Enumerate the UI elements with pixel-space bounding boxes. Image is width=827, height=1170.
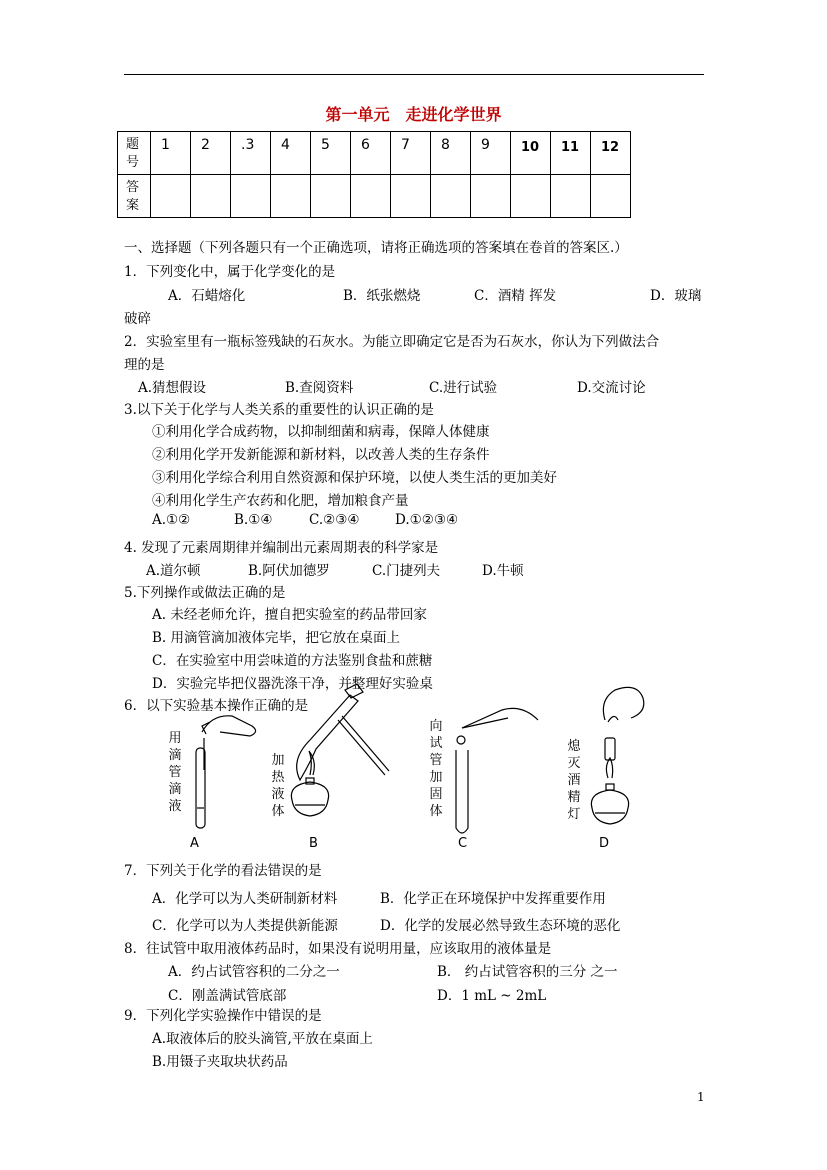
q2-stem: 2．实验室里有一瓶标签残缺的石灰水。为能立即确定它是否为石灰水，你认为下列做法合: [124, 334, 660, 350]
q7-option-b: B．化学正在环境保护中发挥重要作用: [380, 891, 606, 907]
q5-option-b: B. 用滴管滴加液体完毕，把它放在桌面上: [152, 630, 401, 646]
answer-cell[interactable]: [591, 175, 631, 218]
fig-label-d: D: [599, 836, 610, 851]
answer-cell[interactable]: [271, 175, 311, 218]
q1-stem: 1．下列变化中，属于化学变化的是: [124, 264, 336, 280]
fig-label-c: C: [458, 836, 468, 851]
fig-c-caption: 向试管加固体: [429, 719, 443, 819]
q8-stem: 8．往试管中取用液体药品时，如果没有说明用量，应该取用的液体量是: [124, 941, 552, 957]
q3-item-4: ④利用化学生产农药和化肥，增加粮食产量: [152, 493, 409, 509]
fig-d-lamp-icon: [591, 687, 643, 824]
section-heading: 一、选择题（下列各题只有一个正确选项，请将正确选项的答案填在卷首的答案区.）: [124, 240, 628, 256]
q1-option-c: C．酒精 挥发: [474, 288, 557, 304]
q1-option-b: B．纸张燃烧: [343, 288, 421, 304]
q3-option-b: B.①④: [234, 512, 273, 528]
page-title: 第一单元 走进化学世界: [325, 105, 502, 124]
q6-stem: 6．以下实验基本操作正确的是: [124, 698, 309, 714]
table-row: [118, 132, 631, 175]
q8-option-d: D．1 mL ~ 2mL: [437, 988, 547, 1004]
answer-cell[interactable]: [231, 175, 271, 218]
fig-b-heating-icon: [291, 684, 389, 816]
cell-number: 11: [551, 132, 591, 175]
q5-option-a: A. 未经老师允许，擅自把实验室的药品带回家: [152, 607, 427, 623]
cell-number: 2: [191, 132, 231, 175]
fig-b-caption: 加热液体: [271, 753, 285, 819]
q2-option-d: D.交流讨论: [577, 380, 646, 396]
q3-item-3: ③利用化学综合利用自然资源和保护环境，以使人类生活的更加美好: [152, 470, 557, 486]
q4-option-b: B.阿伏加德罗: [248, 563, 330, 579]
answer-cell[interactable]: [151, 175, 191, 218]
cell-number: 10: [511, 132, 551, 175]
q3-item-1: ①利用化学合成药物，以抑制细菌和病毒，保障人体健康: [152, 424, 490, 440]
answer-cell[interactable]: [351, 175, 391, 218]
q3-option-c: C.②③④: [309, 512, 360, 528]
answer-cell[interactable]: [191, 175, 231, 218]
answer-cell[interactable]: [311, 175, 351, 218]
cell-number: 8: [431, 132, 471, 175]
answer-cell[interactable]: [431, 175, 471, 218]
q8-option-b: B． 约占试管容积的三分 之一: [437, 964, 618, 980]
q4-option-d: D.牛顿: [482, 563, 524, 579]
table-row: [118, 175, 631, 218]
cell-number: 7: [391, 132, 431, 175]
experiment-figures: [160, 680, 660, 835]
cell-number: .3: [231, 132, 271, 175]
q4-stem: 4. 发现了元素周期律并编制出元素周期表的科学家是: [124, 540, 439, 556]
answer-table: [117, 131, 631, 218]
q1-option-d-cont: 破碎: [124, 311, 151, 327]
q7-stem: 7．下列关于化学的看法错误的是: [124, 863, 322, 879]
cell-number: 6: [351, 132, 391, 175]
q7-option-c: C．化学可以为人类提供新能源: [152, 918, 338, 934]
q4-option-c: C.门捷列夫: [372, 563, 441, 579]
q7-option-d: D．化学的发展必然导致生态环境的恶化: [380, 918, 621, 934]
page-number: 1: [697, 1090, 705, 1104]
fig-a-caption: 用滴管滴液: [168, 731, 182, 814]
q8-option-a: A．约占试管容积的二分之一: [168, 964, 340, 980]
q2-option-c: C.进行试验: [429, 380, 498, 396]
cell-number: 1: [151, 132, 191, 175]
q3-item-2: ②利用化学开发新能源和新材料，以改善人类的生存条件: [152, 447, 490, 463]
fig-c-tweezers-icon: [456, 708, 538, 833]
q9-stem: 9．下列化学实验操作中错误的是: [124, 1008, 322, 1024]
answer-cell[interactable]: [471, 175, 511, 218]
q1-option-a: A．石蜡熔化: [168, 288, 246, 304]
answer-cell[interactable]: [551, 175, 591, 218]
row-header-answer: 答案: [118, 175, 151, 218]
answer-cell[interactable]: [511, 175, 551, 218]
fig-label-b: B: [309, 836, 318, 851]
q5-option-d: D．实验完毕把仪器洗涤干净，并整理好实验桌: [152, 676, 433, 692]
cell-number: 5: [311, 132, 351, 175]
fig-a-dropper-icon: [196, 716, 256, 828]
q7-option-a: A．化学可以为人类研制新材料: [152, 891, 338, 907]
q4-option-a: A.道尔顿: [146, 563, 201, 579]
q5-option-c: C．在实验室中用尝味道的方法鉴别食盐和蔗糖: [152, 653, 433, 669]
cell-number: 4: [271, 132, 311, 175]
cell-number: 12: [591, 132, 631, 175]
q9-option-b: B.用镊子夹取块状药品: [152, 1054, 288, 1070]
q8-option-c: C．刚盖满试管底部: [168, 988, 287, 1004]
fig-label-a: A: [190, 836, 199, 851]
fig-d-caption: 熄灭酒精灯: [567, 739, 581, 822]
answer-cell[interactable]: [391, 175, 431, 218]
q2-stem-cont: 理的是: [124, 357, 165, 373]
q9-option-a: A.取液体后的胶头滴管,平放在桌面上: [152, 1031, 373, 1047]
q2-option-a: A.猜想假设: [138, 380, 207, 396]
row-header-number: 题号: [118, 132, 151, 175]
header-rule: [124, 74, 704, 75]
q3-option-d: D.①②③④: [395, 512, 459, 528]
q3-stem: 3.以下关于化学与人类关系的重要性的认识正确的是: [124, 402, 434, 418]
q2-option-b: B.查阅资料: [285, 380, 354, 396]
cell-number: 9: [471, 132, 511, 175]
q3-option-a: A.①②: [152, 512, 191, 528]
q5-stem: 5.下列操作或做法正确的是: [124, 585, 286, 601]
q1-option-d: D．玻璃: [650, 288, 702, 304]
